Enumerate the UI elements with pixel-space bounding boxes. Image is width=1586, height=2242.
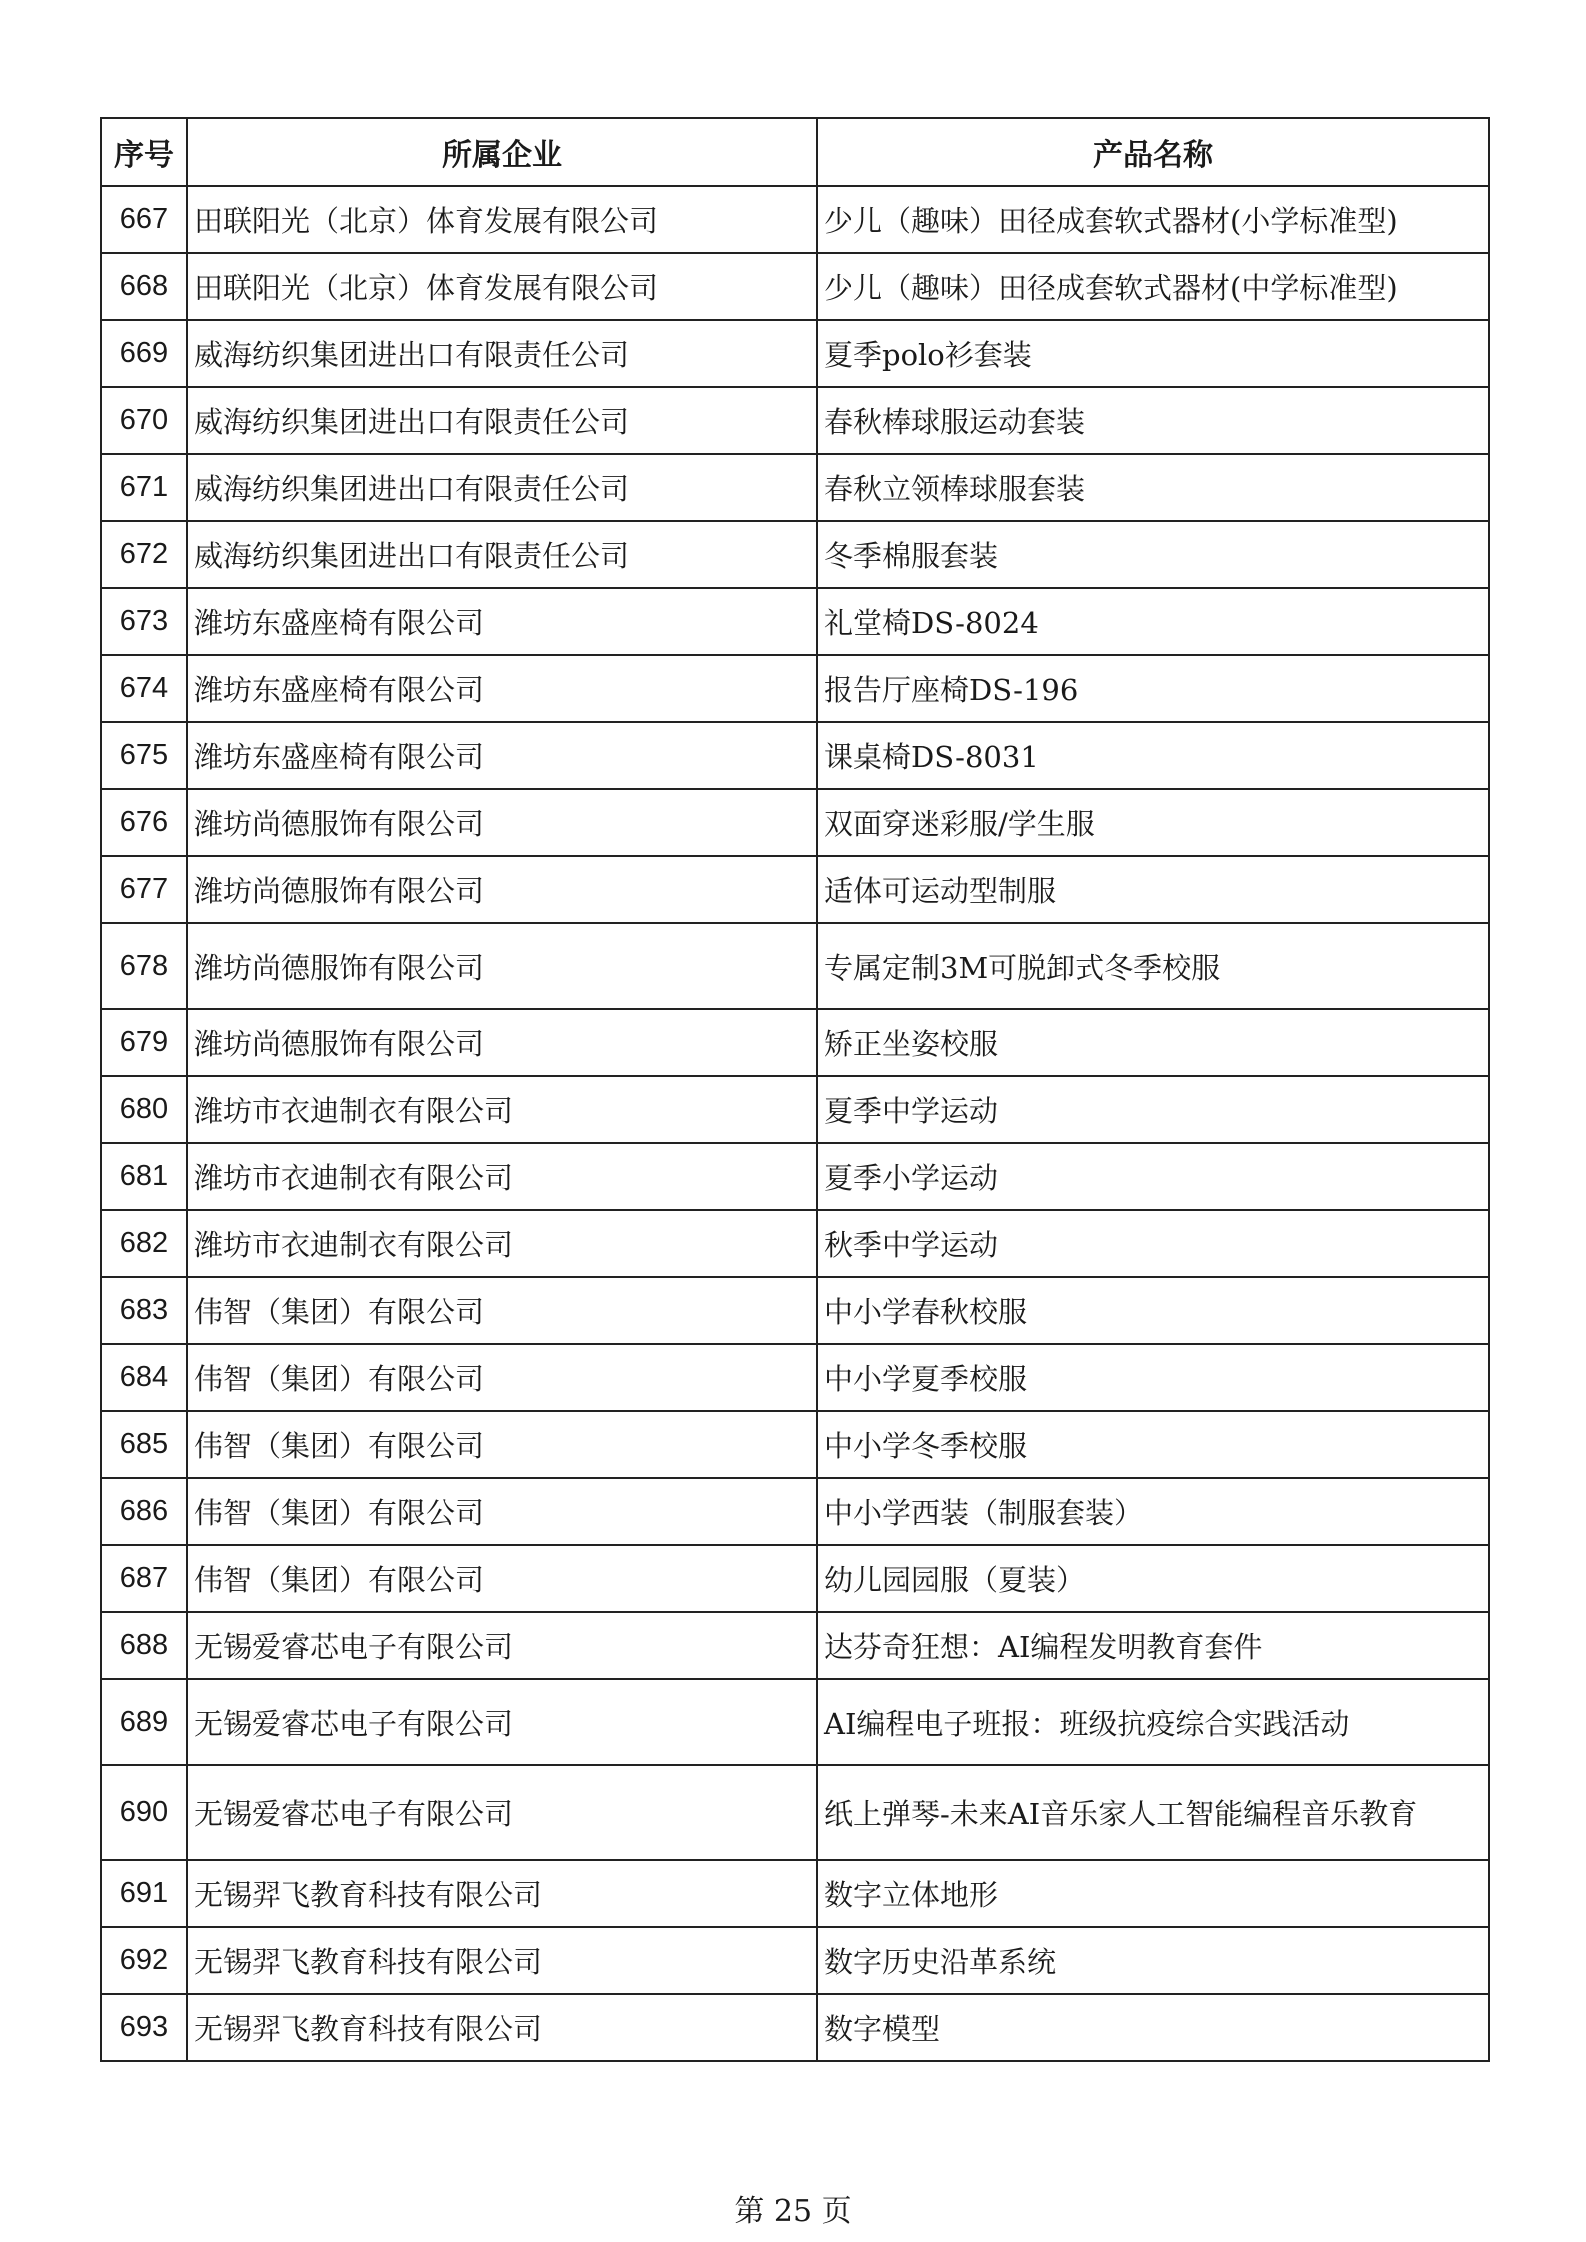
- row-number: 693: [101, 1994, 187, 2061]
- company-name: 潍坊尚德服饰有限公司: [187, 923, 817, 1009]
- row-number: 681: [101, 1143, 187, 1210]
- product-name: 中小学夏季校服: [817, 1344, 1489, 1411]
- product-name: 夏季小学运动: [817, 1143, 1489, 1210]
- product-name: 春秋立领棒球服套装: [817, 454, 1489, 521]
- row-number: 688: [101, 1612, 187, 1679]
- row-number: 689: [101, 1679, 187, 1765]
- table-row: [101, 1927, 1489, 1994]
- table-row: [101, 1612, 1489, 1679]
- company-name: 无锡羿飞教育科技有限公司: [187, 1860, 817, 1927]
- row-number: 671: [101, 454, 187, 521]
- row-number: 682: [101, 1210, 187, 1277]
- product-name: 中小学春秋校服: [817, 1277, 1489, 1344]
- product-name: 春秋棒球服运动套装: [817, 387, 1489, 454]
- table-row: [101, 1860, 1489, 1927]
- table-row: [101, 1344, 1489, 1411]
- company-name: 无锡羿飞教育科技有限公司: [187, 1994, 817, 2061]
- product-name: 达芬奇狂想：AI编程发明教育套件: [817, 1612, 1489, 1679]
- product-name: 数字模型: [817, 1994, 1489, 2061]
- product-name: 礼堂椅DS-8024: [817, 588, 1489, 655]
- row-number: 685: [101, 1411, 187, 1478]
- product-name: 中小学冬季校服: [817, 1411, 1489, 1478]
- table-row: [101, 923, 1489, 1009]
- product-name: 冬季棉服套装: [817, 521, 1489, 588]
- table-row: [101, 1545, 1489, 1612]
- company-name: 无锡爱睿芯电子有限公司: [187, 1679, 817, 1765]
- row-number: 668: [101, 253, 187, 320]
- table-row: [101, 789, 1489, 856]
- product-name: AI编程电子班报：班级抗疫综合实践活动: [817, 1679, 1489, 1765]
- product-name: 报告厅座椅DS-196: [817, 655, 1489, 722]
- company-name: 潍坊东盛座椅有限公司: [187, 722, 817, 789]
- company-name: 伟智（集团）有限公司: [187, 1545, 817, 1612]
- company-name: 伟智（集团）有限公司: [187, 1478, 817, 1545]
- product-name: 纸上弹琴-未来AI音乐家人工智能编程音乐教育: [817, 1765, 1489, 1860]
- product-name: 中小学西装（制服套装）: [817, 1478, 1489, 1545]
- company-name: 无锡爱睿芯电子有限公司: [187, 1612, 817, 1679]
- table-row: [101, 588, 1489, 655]
- table-row: [101, 1143, 1489, 1210]
- product-name: 少儿（趣味）田径成套软式器材(小学标准型): [817, 186, 1489, 253]
- company-name: 潍坊东盛座椅有限公司: [187, 588, 817, 655]
- company-name: 田联阳光（北京）体育发展有限公司: [187, 186, 817, 253]
- company-name: 伟智（集团）有限公司: [187, 1277, 817, 1344]
- table-row: [101, 655, 1489, 722]
- company-name: 潍坊尚德服饰有限公司: [187, 856, 817, 923]
- product-name: 双面穿迷彩服/学生服: [817, 789, 1489, 856]
- product-name: 矫正坐姿校服: [817, 1009, 1489, 1076]
- product-name: 课桌椅DS-8031: [817, 722, 1489, 789]
- product-name: 少儿（趣味）田径成套软式器材(中学标准型): [817, 253, 1489, 320]
- company-name: 威海纺织集团进出口有限责任公司: [187, 320, 817, 387]
- company-name: 威海纺织集团进出口有限责任公司: [187, 454, 817, 521]
- header-product: 产品名称: [817, 118, 1489, 186]
- table-row: [101, 1076, 1489, 1143]
- table-row: [101, 1765, 1489, 1860]
- row-number: 684: [101, 1344, 187, 1411]
- page-number: 第 25 页: [734, 2194, 852, 2229]
- table-row: [101, 454, 1489, 521]
- row-number: 692: [101, 1927, 187, 1994]
- row-number: 673: [101, 588, 187, 655]
- table-row: [101, 722, 1489, 789]
- company-name: 潍坊尚德服饰有限公司: [187, 789, 817, 856]
- company-name: 潍坊市衣迪制衣有限公司: [187, 1210, 817, 1277]
- table-row: [101, 253, 1489, 320]
- product-name: 数字历史沿革系统: [817, 1927, 1489, 1994]
- product-name: 幼儿园园服（夏装）: [817, 1545, 1489, 1612]
- row-number: 667: [101, 186, 187, 253]
- header-num: 序号: [101, 118, 187, 186]
- table-row: [101, 1478, 1489, 1545]
- company-name: 无锡爱睿芯电子有限公司: [187, 1765, 817, 1860]
- row-number: 677: [101, 856, 187, 923]
- company-name: 无锡羿飞教育科技有限公司: [187, 1927, 817, 1994]
- row-number: 680: [101, 1076, 187, 1143]
- enterprise-product-table: [100, 117, 1490, 2062]
- table-row: [101, 320, 1489, 387]
- row-number: 675: [101, 722, 187, 789]
- table-row: [101, 1009, 1489, 1076]
- company-name: 伟智（集团）有限公司: [187, 1411, 817, 1478]
- product-name: 数字立体地形: [817, 1860, 1489, 1927]
- product-name: 专属定制3M可脱卸式冬季校服: [817, 923, 1489, 1009]
- company-name: 潍坊东盛座椅有限公司: [187, 655, 817, 722]
- table-row: [101, 1277, 1489, 1344]
- company-name: 潍坊尚德服饰有限公司: [187, 1009, 817, 1076]
- company-name: 威海纺织集团进出口有限责任公司: [187, 387, 817, 454]
- company-name: 潍坊市衣迪制衣有限公司: [187, 1143, 817, 1210]
- table-row: [101, 1994, 1489, 2061]
- row-number: 687: [101, 1545, 187, 1612]
- row-number: 676: [101, 789, 187, 856]
- table-row: [101, 387, 1489, 454]
- company-name: 潍坊市衣迪制衣有限公司: [187, 1076, 817, 1143]
- company-name: 田联阳光（北京）体育发展有限公司: [187, 253, 817, 320]
- table-row: [101, 186, 1489, 253]
- header-company: 所属企业: [187, 118, 817, 186]
- row-number: 669: [101, 320, 187, 387]
- table-row: [101, 1679, 1489, 1765]
- table-row: [101, 1411, 1489, 1478]
- product-name: 夏季中学运动: [817, 1076, 1489, 1143]
- row-number: 691: [101, 1860, 187, 1927]
- table-header-row: [101, 118, 1489, 186]
- row-number: 686: [101, 1478, 187, 1545]
- row-number: 674: [101, 655, 187, 722]
- product-name: 夏季polo衫套装: [817, 320, 1489, 387]
- company-name: 威海纺织集团进出口有限责任公司: [187, 521, 817, 588]
- row-number: 672: [101, 521, 187, 588]
- table-row: [101, 856, 1489, 923]
- product-name: 适体可运动型制服: [817, 856, 1489, 923]
- table-row: [101, 521, 1489, 588]
- row-number: 678: [101, 923, 187, 1009]
- row-number: 690: [101, 1765, 187, 1860]
- row-number: 670: [101, 387, 187, 454]
- row-number: 679: [101, 1009, 187, 1076]
- row-number: 683: [101, 1277, 187, 1344]
- table-row: [101, 1210, 1489, 1277]
- product-name: 秋季中学运动: [817, 1210, 1489, 1277]
- company-name: 伟智（集团）有限公司: [187, 1344, 817, 1411]
